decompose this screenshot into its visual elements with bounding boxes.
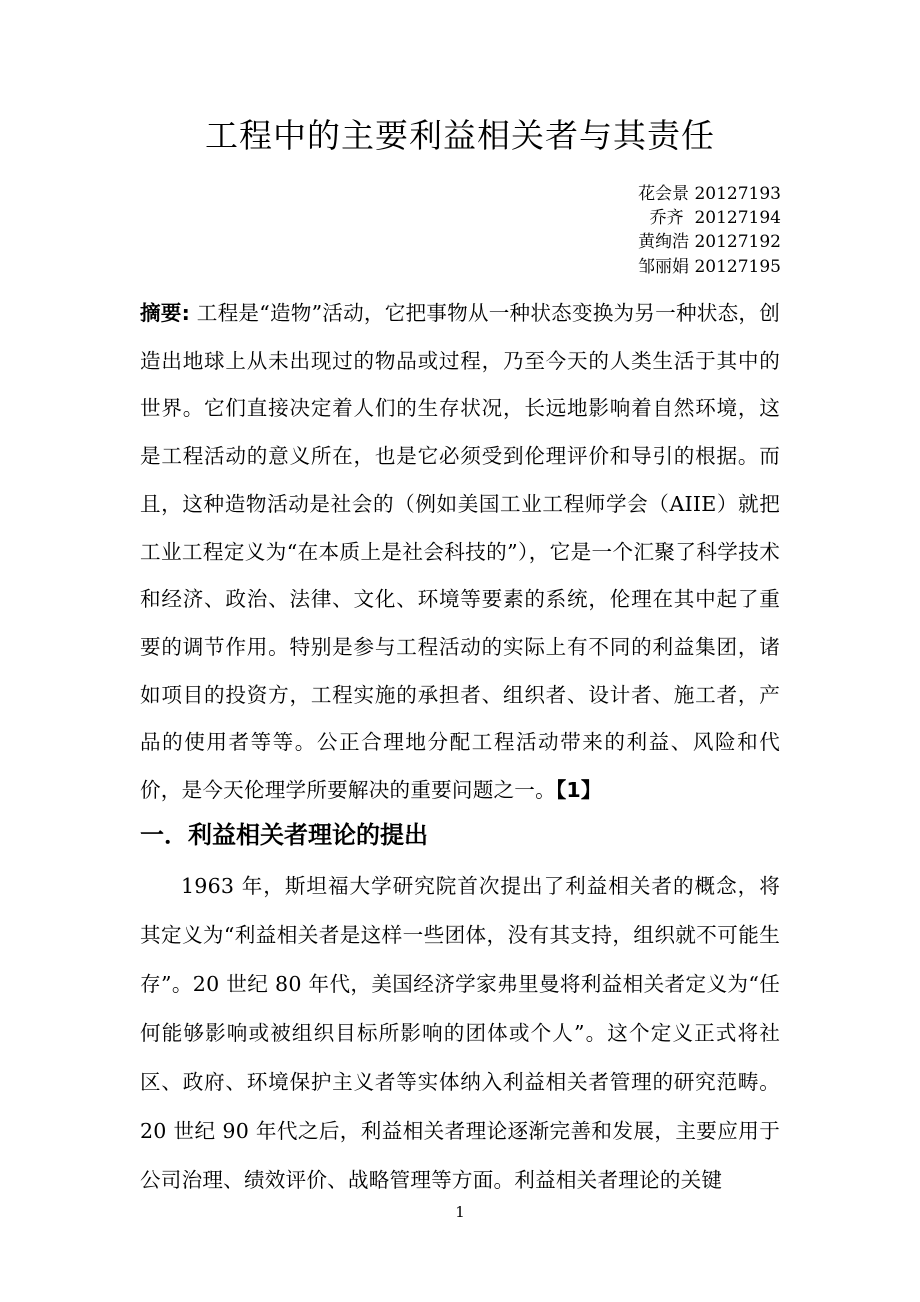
author-list bbox=[638, 182, 781, 279]
author-line: 黄绚浩 20127192 bbox=[638, 232, 781, 253]
author-line: 花会景 20127193 bbox=[638, 184, 781, 204]
section-heading: 一．利益相关者理论的提出 bbox=[140, 821, 428, 849]
author-line: 乔齐 20127194 bbox=[649, 208, 781, 229]
citation-reference: 【1】 bbox=[555, 778, 602, 803]
author-line: 邹丽娟 20127195 bbox=[638, 256, 781, 277]
abstract-label: 摘要: bbox=[140, 301, 191, 325]
document-title: 工程中的主要利益相关者与其责任 bbox=[205, 116, 715, 155]
page-number: 1 bbox=[455, 1203, 465, 1221]
abstract-text: 工程是“造物”活动，它把事物从一种状态变换为另一种状态，创造出地球上从未出现过的物品或过程，乃至今天的人类生活于其中的世界。它们直接决定着人们的生存状况，长远地影响着自然环境，这是工程活动的意义所在，也是它必须受到伦理评价和导引的根据。而且，这种造物活动是社会的（例如美国工业工程师学会（AIIE）就把工业工程定义为“在本质上是社会科技的”），它是一个汇聚了科学技术和经济、政治、法律、文化、环境等要素的系统，伦理在其中起了重要的调节作用。特别是参与工程活动的实际上有不同的利益集团，诸如项目的投资方，工程实施的承担者、组织者、设计者、施工者，产品的使用者等等。公正合理地分配工程活动带来的利益、风险和代价，是今天伦理学所要解决的重要问题之一。 bbox=[140, 301, 780, 803]
section-paragraph: 1963 年，斯坦福大学研究院首次提出了利益相关者的概念，将其定义为“利益相关者是这样一些团体，没有其支持，组织就不可能生存”。20 世纪 80 年代，美国经济学家弗里曼将利益相关者定义为“任何能够影响或被组织目标所影响的团体或个人”。这个定义正式将社区、政府、环境保护主义者等实体纳入利益相关者管理的研究范畴。20 世纪 90 年代之后，利益相关者理论逐渐完善和发展，主要应用于公司治理、绩效评价、战略管理等方面。利益相关者理论的关键 bbox=[140, 874, 780, 1192]
abstract-paragraph bbox=[140, 290, 780, 815]
